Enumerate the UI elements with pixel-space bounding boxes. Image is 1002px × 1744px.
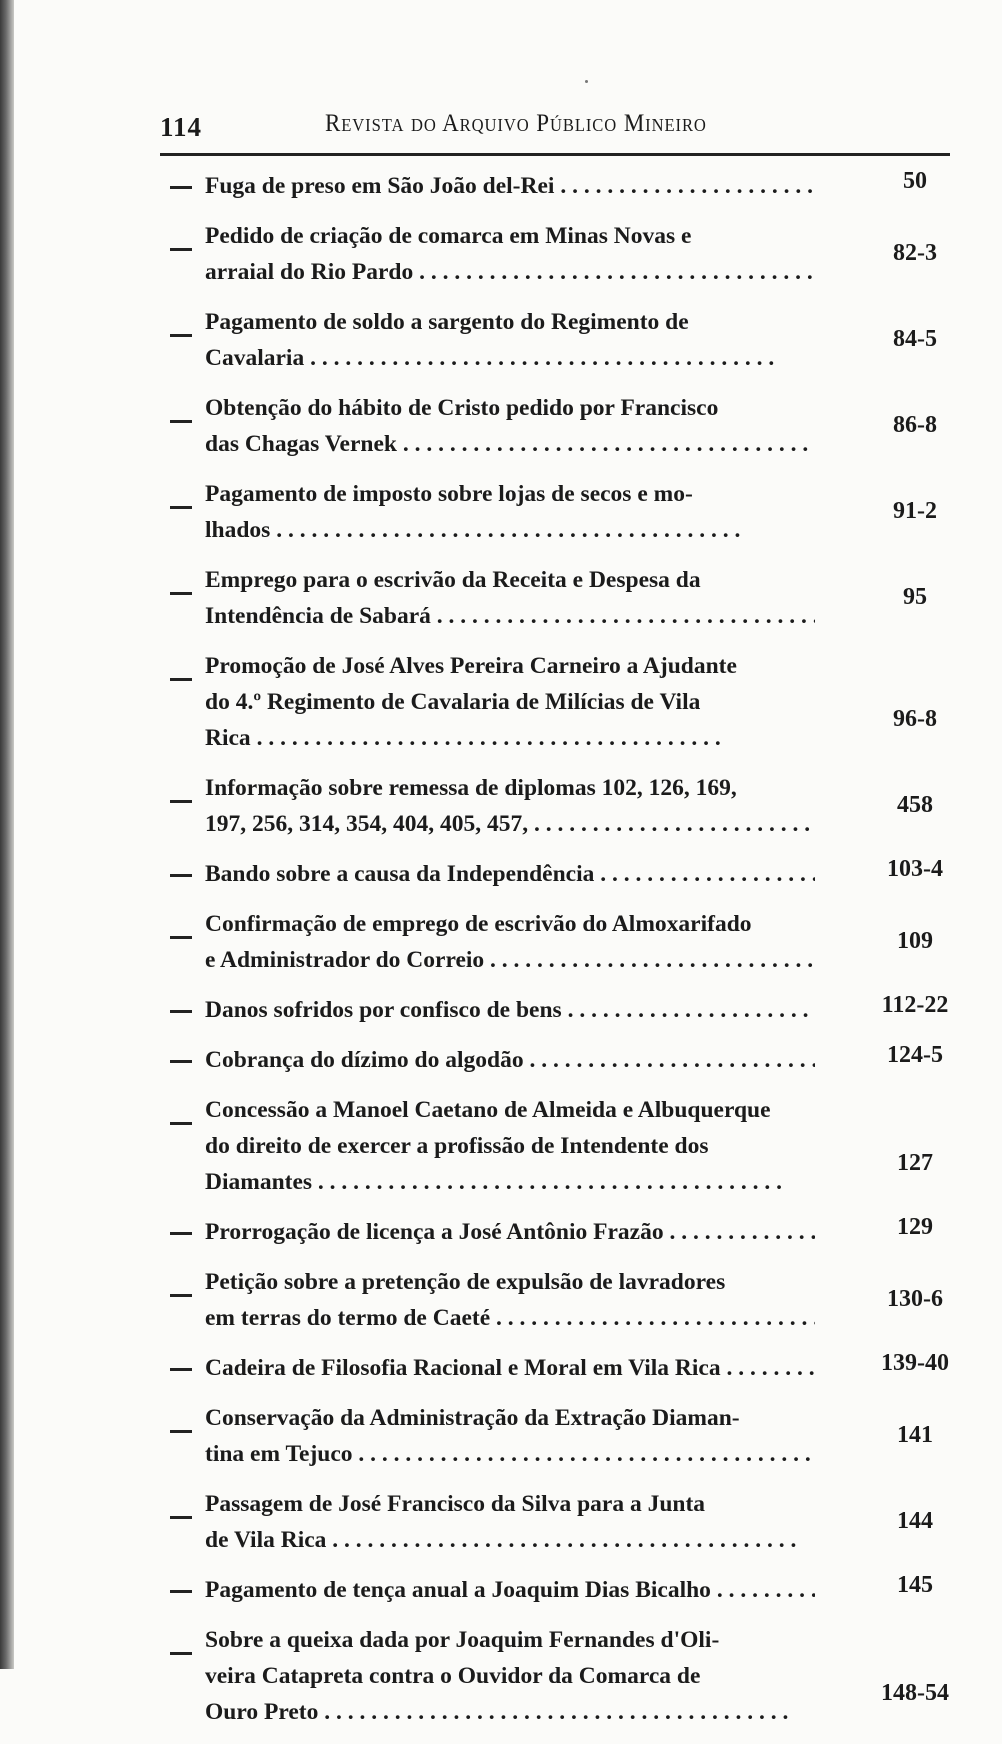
entry-page-ref: 127 (897, 1150, 933, 1176)
entry-text (205, 1486, 815, 1558)
entry-line: das Chagas Vernek . . . (205, 426, 815, 462)
index-entry (160, 1622, 960, 1730)
entry-page-ref: 129 (897, 1214, 933, 1240)
entry-page-ref: 50 (903, 168, 927, 194)
entry-line: Sobre a queixa dada por Joaquim Fernandes d'Oli- (205, 1627, 720, 1653)
index-entry (160, 304, 960, 376)
index-entry (160, 1350, 960, 1386)
entry-line: Pagamento de soldo a sargento do Regimento de (205, 309, 689, 335)
index-entry (160, 770, 960, 842)
entry-line: Emprego para o escrivão da Receita e Despesa da (205, 567, 701, 593)
entry-text (205, 648, 815, 756)
index-entry (160, 1264, 960, 1336)
entry-line: Cobrança do dízimo do algodão . . . (205, 1042, 815, 1078)
entry-text (205, 770, 815, 842)
entry-line: Obtenção do hábito de Cristo pedido por Francisco (205, 395, 719, 421)
entry-text (205, 562, 815, 634)
index-entry (160, 856, 960, 892)
running-title: Revista do Arquivo Público Mineiro (325, 110, 707, 137)
page-number: 114 (160, 112, 203, 142)
index-entry (160, 906, 960, 978)
entry-dash (170, 1294, 192, 1297)
entry-line: Cavalaria . . . (205, 340, 815, 376)
index-entry (160, 648, 960, 756)
entry-dash (170, 1122, 192, 1125)
page-header (160, 108, 950, 148)
entry-line: de Vila Rica . . . (205, 1522, 815, 1558)
entry-text (205, 1572, 815, 1608)
index-entry (160, 1572, 960, 1608)
entry-line: tina em Tejuco . . . (205, 1436, 815, 1472)
index-entry (160, 218, 960, 290)
entry-page-ref: 148-54 (881, 1680, 949, 1706)
entry-text (205, 218, 815, 290)
entry-dash (170, 1060, 192, 1063)
entry-line: Danos sofridos por confisco de bens . . . (205, 992, 815, 1028)
entry-page-ref: 130-6 (887, 1286, 943, 1312)
entry-line: veira Catapreta contra o Ouvidor da Comarca de (205, 1663, 701, 1689)
entry-page-ref: 84-5 (893, 326, 937, 352)
entry-line: Petição sobre a pretenção de expulsão de lavradores (205, 1269, 726, 1295)
entry-page-ref: 124-5 (887, 1042, 943, 1068)
entry-page-ref: 109 (897, 928, 933, 954)
entry-dash (170, 936, 192, 939)
entry-text (205, 1264, 815, 1336)
entry-line: Promoção de José Alves Pereira Carneiro a Ajudante (205, 653, 737, 679)
entry-line: arraial do Rio Pardo . . . (205, 254, 815, 290)
entry-text (205, 1042, 815, 1078)
entry-text (205, 1092, 815, 1200)
entry-dash (170, 186, 192, 189)
entry-line: Diamantes . . . (205, 1164, 815, 1200)
index-entry (160, 1092, 960, 1200)
entry-line: Fuga de preso em São João del-Rei . . . (205, 168, 815, 204)
entry-dash (170, 678, 192, 681)
index-entry (160, 476, 960, 548)
index-entry (160, 168, 960, 204)
entry-text (205, 304, 815, 376)
entry-line: lhados . . . (205, 512, 815, 548)
entry-dash (170, 1368, 192, 1371)
entry-line: Bando sobre a causa da Independência . . . (205, 856, 815, 892)
entry-line: Pedido de criação de comarca em Minas Novas e (205, 223, 692, 249)
entry-page-ref: 145 (897, 1572, 933, 1598)
entry-page-ref: 95 (903, 584, 927, 610)
entry-line: Pagamento de tença anual a Joaquim Dias Bicalho . . . (205, 1572, 815, 1608)
entry-line: Rica . . . (205, 720, 815, 756)
entry-page-ref: 82-3 (893, 240, 937, 266)
entry-line: Passagem de José Francisco da Silva para a Junta (205, 1491, 706, 1517)
entry-dash (170, 420, 192, 423)
entry-page-ref: 144 (897, 1508, 933, 1534)
entry-dash (170, 1590, 192, 1593)
entry-line: do 4.º Regimento de Cavalaria de Milícias de Vila (205, 689, 701, 715)
entry-line: Confirmação de emprego de escrivão do Almoxarifado (205, 911, 752, 937)
entry-line: Intendência de Sabará . . . (205, 598, 815, 634)
entry-page-ref: 91-2 (893, 498, 937, 524)
entry-page-ref: 112-22 (881, 992, 949, 1018)
entry-dash (170, 506, 192, 509)
entry-line: 197, 256, 314, 354, 404, 405, 457, . . . (205, 806, 815, 842)
entry-line: do direito de exercer a profissão de Intendente dos (205, 1133, 709, 1159)
entry-line: Prorrogação de licença a José Antônio Frazão . . . (205, 1214, 815, 1250)
entry-line: Ouro Preto . . . (205, 1694, 815, 1730)
entry-text (205, 168, 815, 204)
index-entry (160, 1214, 960, 1250)
entry-text (205, 906, 815, 978)
entry-line: Cadeira de Filosofia Racional e Moral em Vila Rica . . . (205, 1350, 815, 1386)
entry-text (205, 1622, 815, 1730)
index-entry (160, 390, 960, 462)
book-spine-shadow (0, 0, 14, 1669)
print-speck (585, 80, 588, 83)
entry-text (205, 1400, 815, 1472)
entry-dash (170, 1232, 192, 1235)
entry-text (205, 856, 815, 892)
entry-page-ref: 103-4 (887, 856, 943, 882)
entry-text (205, 1350, 815, 1386)
entry-line: e Administrador do Correio . . . (205, 942, 815, 978)
index-entry (160, 562, 960, 634)
entry-dash (170, 1430, 192, 1433)
index-entries (160, 168, 960, 1744)
index-entry (160, 1486, 960, 1558)
entry-dash (170, 874, 192, 877)
entry-dash (170, 1652, 192, 1655)
entry-page-ref: 458 (897, 792, 933, 818)
entry-text (205, 992, 815, 1028)
index-entry (160, 1042, 960, 1078)
entry-dash (170, 592, 192, 595)
entry-dash (170, 334, 192, 337)
entry-dash (170, 1010, 192, 1013)
entry-dash (170, 1516, 192, 1519)
header-rule (160, 153, 950, 156)
entry-text (205, 476, 815, 548)
entry-text (205, 390, 815, 462)
entry-dash (170, 248, 192, 251)
entry-line: em terras do termo de Caeté . . . (205, 1300, 815, 1336)
entry-page-ref: 139-40 (881, 1350, 949, 1376)
index-entry (160, 1400, 960, 1472)
entry-line: Concessão a Manoel Caetano de Almeida e Albuquerque (205, 1097, 771, 1123)
entry-dash (170, 800, 192, 803)
entry-line: Pagamento de imposto sobre lojas de secos e mo- (205, 481, 693, 507)
index-entry (160, 992, 960, 1028)
entry-line: Informação sobre remessa de diplomas 102, 126, 169, (205, 775, 737, 801)
entry-text (205, 1214, 815, 1250)
entry-page-ref: 96-8 (893, 706, 937, 732)
entry-page-ref: 86-8 (893, 412, 937, 438)
entry-line: Conservação da Administração da Extração Diaman- (205, 1405, 740, 1431)
entry-page-ref: 141 (897, 1422, 933, 1448)
